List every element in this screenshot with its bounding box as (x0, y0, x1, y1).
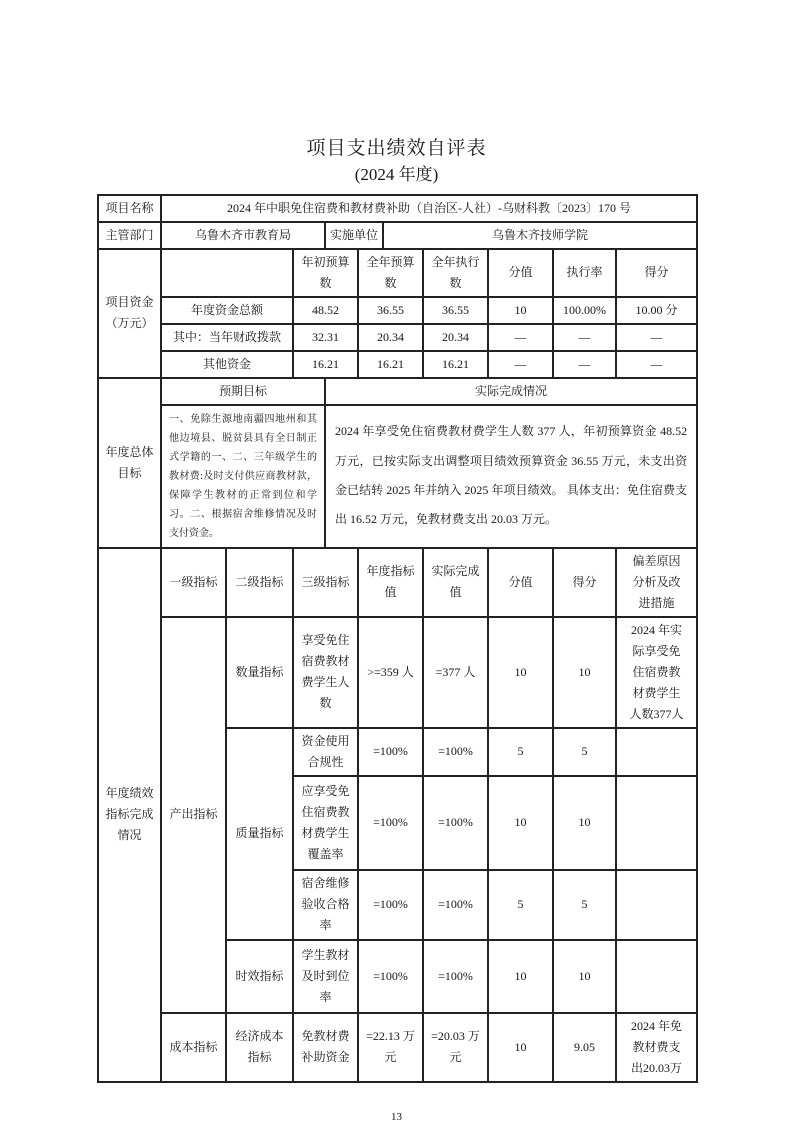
funds-value-cell: 10.00 分 (616, 297, 697, 324)
indicator-name-cell: 宿舍维修验收合格率 (293, 870, 358, 940)
indicator-score-max-cell: 5 (488, 870, 553, 940)
indicator-name-cell: 享受免住宿费教材费学生人数 (293, 617, 358, 728)
funds-header-cell: 得分 (616, 249, 697, 297)
funds-section-label-cell: 项目资金（万元） (98, 249, 161, 378)
funds-row (98, 351, 697, 378)
funds-value-cell: 32.31 (293, 324, 358, 351)
indicator-actual-cell: =100% (423, 870, 488, 940)
funds-header-cell: 分值 (488, 249, 553, 297)
funds-value-cell: 100.00% (553, 297, 616, 324)
indicator-target-cell: =100% (358, 728, 423, 776)
indicator-actual-cell: =377 人 (423, 617, 488, 728)
indicator-deviation-cell (616, 776, 697, 870)
indicator-name-cell: 学生教材及时到位率 (293, 940, 358, 1013)
indicator-score-max-cell: 5 (488, 728, 553, 776)
indicator-target-cell: >=359 人 (358, 617, 423, 728)
page-number: 13 (391, 1110, 402, 1123)
indicator-score-cell: 5 (553, 728, 616, 776)
funds-value-cell: 16.21 (358, 351, 423, 378)
indicator-score-max-cell: 10 (488, 940, 553, 1013)
indicator-score-cell: 9.05 (553, 1013, 616, 1082)
page-subtitle: (2024 年度) (354, 164, 439, 184)
indicator-level2-cell: 时效指标 (226, 940, 293, 1013)
funds-value-cell: 36.55 (423, 297, 488, 324)
project-name-value-cell: 2024 年中职免住宿费和教材费补助（自治区-人社）-乌财科教〔2023〕170 号 (161, 195, 697, 222)
indicator-row (98, 1013, 697, 1082)
actual-completion-text-cell: 2024 年享受免住宿费教材费学生人数 377 人，年初预算资金 48.52 万元，已按实际支出调整项目绩效预算资金 36.55 万元，未支出资金已结转 2025 年并纳入 2025 年项目绩效。 具体支出：免住宿费支出 16.52 万元，免教材费支出 20.03 万元。 (325, 405, 697, 548)
indicator-actual-cell: =20.03 万元 (423, 1013, 488, 1082)
funds-value-cell: 16.21 (423, 351, 488, 378)
funds-header-cell: 年初预算数 (293, 249, 358, 297)
indicator-level2-cell: 经济成本指标 (226, 1013, 293, 1082)
funds-row (98, 324, 697, 351)
supervisor-label-cell: 主管部门 (98, 222, 161, 249)
funds-value-cell: 20.34 (358, 324, 423, 351)
funds-value-cell: 48.52 (293, 297, 358, 324)
indicator-score-cell: 5 (553, 870, 616, 940)
indicator-level2-cell: 质量指标 (226, 728, 293, 940)
funds-value-cell: — (616, 324, 697, 351)
funds-row-label-cell: 其他资金 (161, 351, 293, 378)
funds-header-cell: 全年预算数 (358, 249, 423, 297)
funds-row (98, 297, 697, 324)
funds-value-cell: — (488, 351, 553, 378)
indicator-level2-cell: 数量指标 (226, 617, 293, 728)
indicator-actual-cell: =100% (423, 776, 488, 870)
funds-value-cell: — (553, 324, 616, 351)
indicator-score-cell: 10 (553, 940, 616, 1013)
indicator-score-max-cell: 10 (488, 1013, 553, 1082)
implementer-label-cell: 实施单位 (325, 222, 383, 249)
indicator-header-cell: 分值 (488, 548, 553, 617)
indicator-target-cell: =22.13 万元 (358, 1013, 423, 1082)
indicator-deviation-cell: 2024 年免教材费支出20.03万 (616, 1013, 697, 1082)
indicator-score-cell: 10 (553, 776, 616, 870)
indicator-header-cell: 年度指标值 (358, 548, 423, 617)
indicator-level1-cell: 产出指标 (161, 617, 226, 1013)
indicator-target-cell: =100% (358, 940, 423, 1013)
indicator-score-max-cell: 10 (488, 617, 553, 728)
indicator-actual-cell: =100% (423, 940, 488, 1013)
funds-blank-header-cell (161, 249, 293, 297)
funds-row-label-cell: 年度资金总额 (161, 297, 293, 324)
funds-value-cell: 36.55 (358, 297, 423, 324)
indicator-deviation-cell (616, 940, 697, 1013)
indicator-header-cell: 实际完成值 (423, 548, 488, 617)
funds-row-label-cell: 其中：当年财政拨款 (161, 324, 293, 351)
supervisor-value-cell: 乌鲁木齐市教育局 (161, 222, 325, 249)
indicator-target-cell: =100% (358, 870, 423, 940)
indicators-section-label-cell: 年度绩效指标完成情况 (98, 548, 161, 1082)
project-name-label-cell: 项目名称 (98, 195, 161, 222)
indicator-name-cell: 资金使用合规性 (293, 728, 358, 776)
funds-header-cell: 全年执行数 (423, 249, 488, 297)
indicator-header-cell: 二级指标 (226, 548, 293, 617)
indicator-actual-cell: =100% (423, 728, 488, 776)
indicator-deviation-cell (616, 870, 697, 940)
indicator-name-cell: 应享受免住宿费教材费学生覆盖率 (293, 776, 358, 870)
implementer-value-cell: 乌鲁木齐技师学院 (383, 222, 697, 249)
indicator-level1-cell: 成本指标 (161, 1013, 226, 1082)
indicator-score-max-cell: 10 (488, 776, 553, 870)
funds-value-cell: 20.34 (423, 324, 488, 351)
funds-value-cell: 16.21 (293, 351, 358, 378)
indicator-deviation-cell: 2024 年实际享受免住宿费教材费学生人数377人 (616, 617, 697, 728)
funds-header-cell: 执行率 (553, 249, 616, 297)
funds-value-cell: — (616, 351, 697, 378)
funds-value-cell: — (553, 351, 616, 378)
indicator-header-cell: 得分 (553, 548, 616, 617)
expected-goal-header-cell: 预期目标 (161, 378, 325, 405)
funds-value-cell: 10 (488, 297, 553, 324)
funds-value-cell: — (488, 324, 553, 351)
self-evaluation-table (97, 194, 698, 1083)
expected-goal-text-cell: 一、免除生源地南疆四地州和其他边境县、脱贫县具有全日制正式学籍的一、二、三年级学生的教材费:及时支付供应商教材款，保障学生教材的正常到位和学习。二、根据宿舍维修情况及时支付资金。 (161, 405, 325, 548)
goals-section-label-cell: 年度总体目标 (98, 378, 161, 548)
indicator-score-cell: 10 (553, 617, 616, 728)
indicator-header-cell: 一级指标 (161, 548, 226, 617)
indicator-header-cell: 三级指标 (293, 548, 358, 617)
indicator-target-cell: =100% (358, 776, 423, 870)
actual-completion-header-cell: 实际完成情况 (325, 378, 697, 405)
indicator-name-cell: 免教材费补助资金 (293, 1013, 358, 1082)
page-title: 项目支出绩效自评表 (306, 138, 487, 159)
indicator-deviation-cell (616, 728, 697, 776)
indicator-row (98, 617, 697, 728)
indicator-header-cell: 偏差原因分析及改进措施 (616, 548, 697, 617)
